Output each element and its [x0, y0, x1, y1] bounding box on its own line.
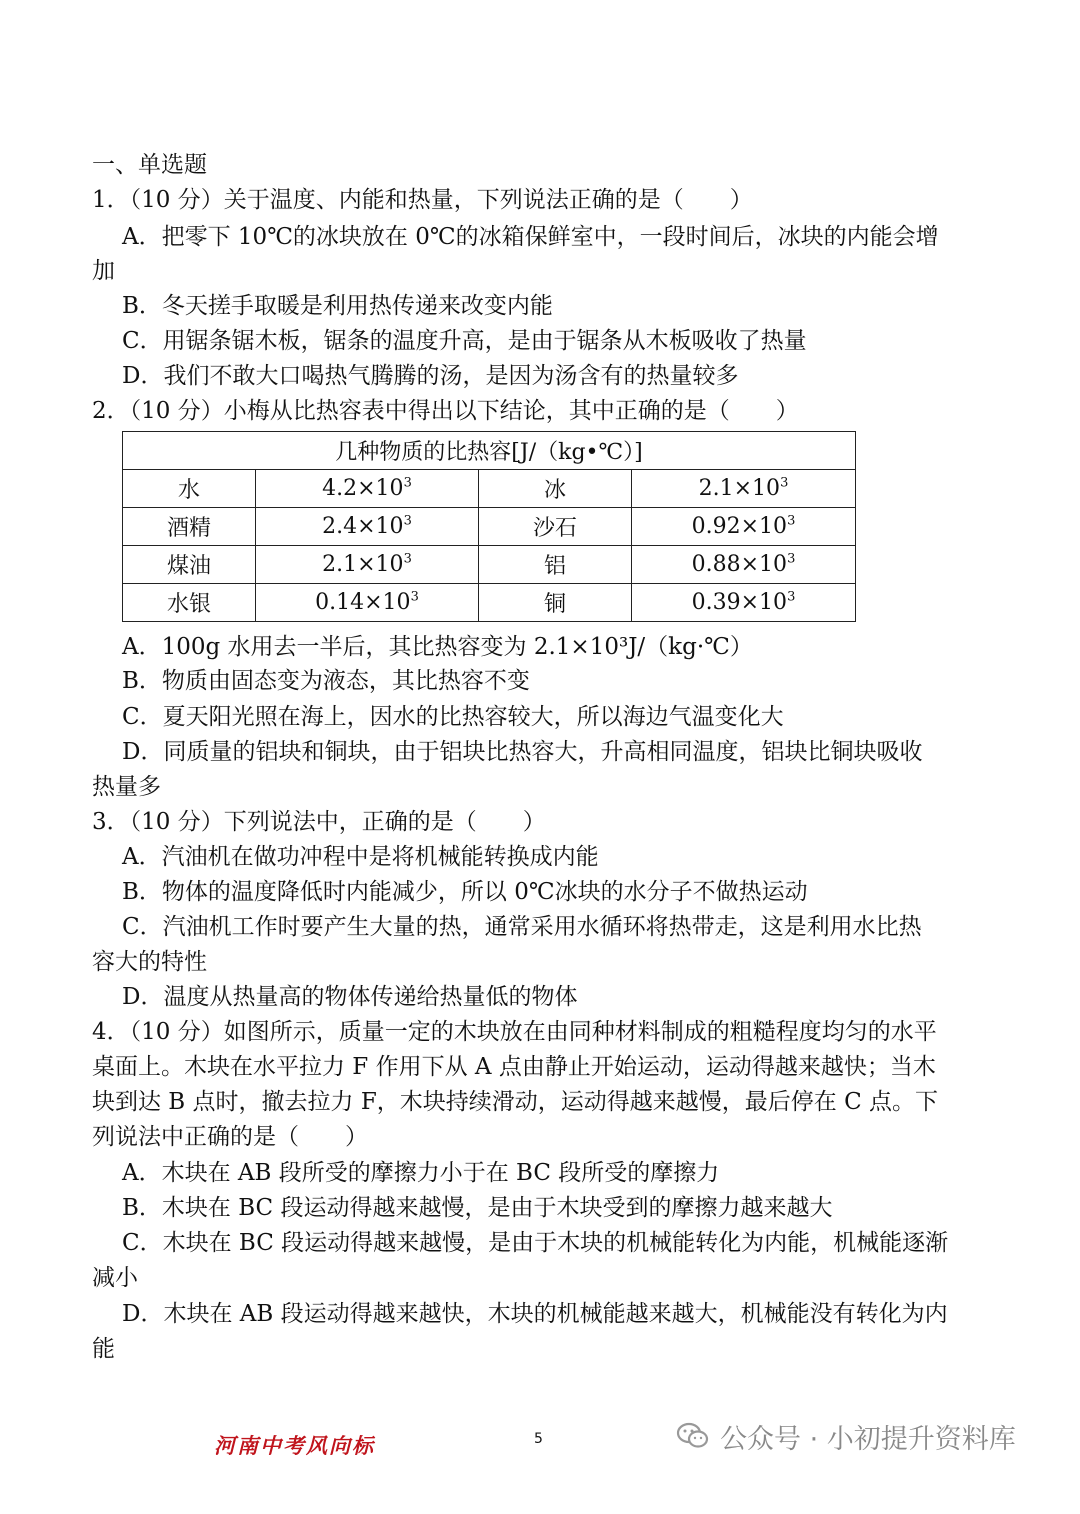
brand-logo-text: 河南中考风向标 — [214, 1434, 375, 1458]
question-4-stem-line-3: 块到达 B 点时，撤去拉力 F，木块持续滑动，运动得越来越慢，最后停在 C 点。下 — [92, 1089, 939, 1115]
page-number: 5 — [534, 1431, 543, 1447]
table-cell: $0.14\times 10^3$ — [256, 584, 479, 622]
q3-option-c-cont: 容大的特性 — [92, 949, 207, 975]
section-title: 一、单选题 — [92, 152, 207, 178]
q4-option-a: A．木块在 AB 段所受的摩擦力小于在 BC 段所受的摩擦力 — [122, 1160, 720, 1186]
table-cell: 水银 — [123, 584, 256, 622]
q1-option-c: C．用锯条锯木板，锯条的温度升高，是由于锯条从木板吸收了热量 — [122, 328, 807, 354]
table-cell: 煤油 — [123, 546, 256, 584]
table-row — [123, 546, 856, 584]
q4-option-d: D．木块在 AB 段运动得越来越快，木块的机械能越来越大，机械能没有转化为内 — [122, 1301, 948, 1327]
q1-option-a-cont: 加 — [92, 258, 115, 284]
q1-option-a: A．把零下 10℃的冰块放在 0℃的冰箱保鲜室中，一段时间后，冰块的内能会增 — [122, 224, 939, 250]
question-1-stem: 1．（10 分）关于温度、内能和热量，下列说法正确的是（ ） — [92, 187, 753, 213]
q2-option-d-cont: 热量多 — [92, 774, 161, 800]
q4-option-b: B．木块在 BC 段运动得越来越慢，是由于木块受到的摩擦力越来越大 — [122, 1195, 833, 1221]
question-4-stem-line-4: 列说法中正确的是（ ） — [92, 1124, 368, 1150]
table-cell: 铜 — [479, 584, 632, 622]
q1-option-b: B．冬天搓手取暖是利用热传递来改变内能 — [122, 293, 553, 319]
table-cell: $4.2\times 10^3$ — [256, 470, 479, 508]
table-cell: 水 — [123, 470, 256, 508]
q1-option-d: D．我们不敢大口喝热气腾腾的汤，是因为汤含有的热量较多 — [122, 363, 739, 389]
table-cell: $0.39\times 10^3$ — [632, 584, 856, 622]
table-cell: 酒精 — [123, 508, 256, 546]
wechat-icon — [676, 1421, 710, 1451]
q2-option-a: A．100g 水用去一半后，其比热容变为 2.1×10³J/（kg·℃） — [122, 634, 753, 660]
q4-option-d-cont: 能 — [92, 1336, 115, 1362]
table-cell: 铝 — [479, 546, 632, 584]
question-4-stem-line-1: 4．（10 分）如图所示，质量一定的木块放在由同种材料制成的粗糙程度均匀的水平 — [92, 1019, 937, 1045]
table-cell: 冰 — [479, 470, 632, 508]
question-3-stem: 3．（10 分）下列说法中，正确的是（ ） — [92, 809, 546, 835]
table-row — [123, 470, 856, 508]
watermark-text: 公众号 · 小初提升资料库 — [720, 1423, 1016, 1455]
question-2-stem: 2．（10 分）小梅从比热容表中得出以下结论，其中正确的是（ ） — [92, 398, 799, 424]
q3-option-c: C．汽油机工作时要产生大量的热，通常采用水循环将热带走，这是利用水比热 — [122, 914, 922, 940]
watermark — [676, 1416, 1016, 1456]
table-title: 几种物质的比热容[J/（kg•℃）] — [123, 432, 856, 470]
table-row — [123, 584, 856, 622]
specific-heat-table — [122, 431, 856, 622]
question-4-stem-line-2: 桌面上。木块在水平拉力 F 作用下从 A 点由静止开始运动，运动得越来越快；当木 — [92, 1054, 936, 1080]
table-row — [123, 508, 856, 546]
q4-option-c: C．木块在 BC 段运动得越来越慢，是由于木块的机械能转化为内能，机械能逐渐 — [122, 1230, 949, 1256]
q3-option-b: B．物体的温度降低时内能减少，所以 0℃冰块的水分子不做热运动 — [122, 879, 808, 905]
table-cell: $2.1\times 10^3$ — [632, 470, 856, 508]
table-cell: $2.1\times 10^3$ — [256, 546, 479, 584]
table-cell: 沙石 — [479, 508, 632, 546]
table-cell: $2.4\times 10^3$ — [256, 508, 479, 546]
q3-option-a: A．汽油机在做功冲程中是将机械能转换成内能 — [122, 844, 599, 870]
q2-option-d: D．同质量的铝块和铜块，由于铝块比热容大，升高相同温度，铝块比铜块吸收 — [122, 739, 923, 765]
q3-option-d: D．温度从热量高的物体传递给热量低的物体 — [122, 984, 578, 1010]
q4-option-c-cont: 减小 — [92, 1265, 138, 1291]
table-cell: $0.92\times 10^3$ — [632, 508, 856, 546]
q2-option-c: C．夏天阳光照在海上，因水的比热容较大，所以海边气温变化大 — [122, 704, 784, 730]
q2-option-b: B．物质由固态变为液态，其比热容不变 — [122, 668, 530, 694]
table-cell: $0.88\times 10^3$ — [632, 546, 856, 584]
